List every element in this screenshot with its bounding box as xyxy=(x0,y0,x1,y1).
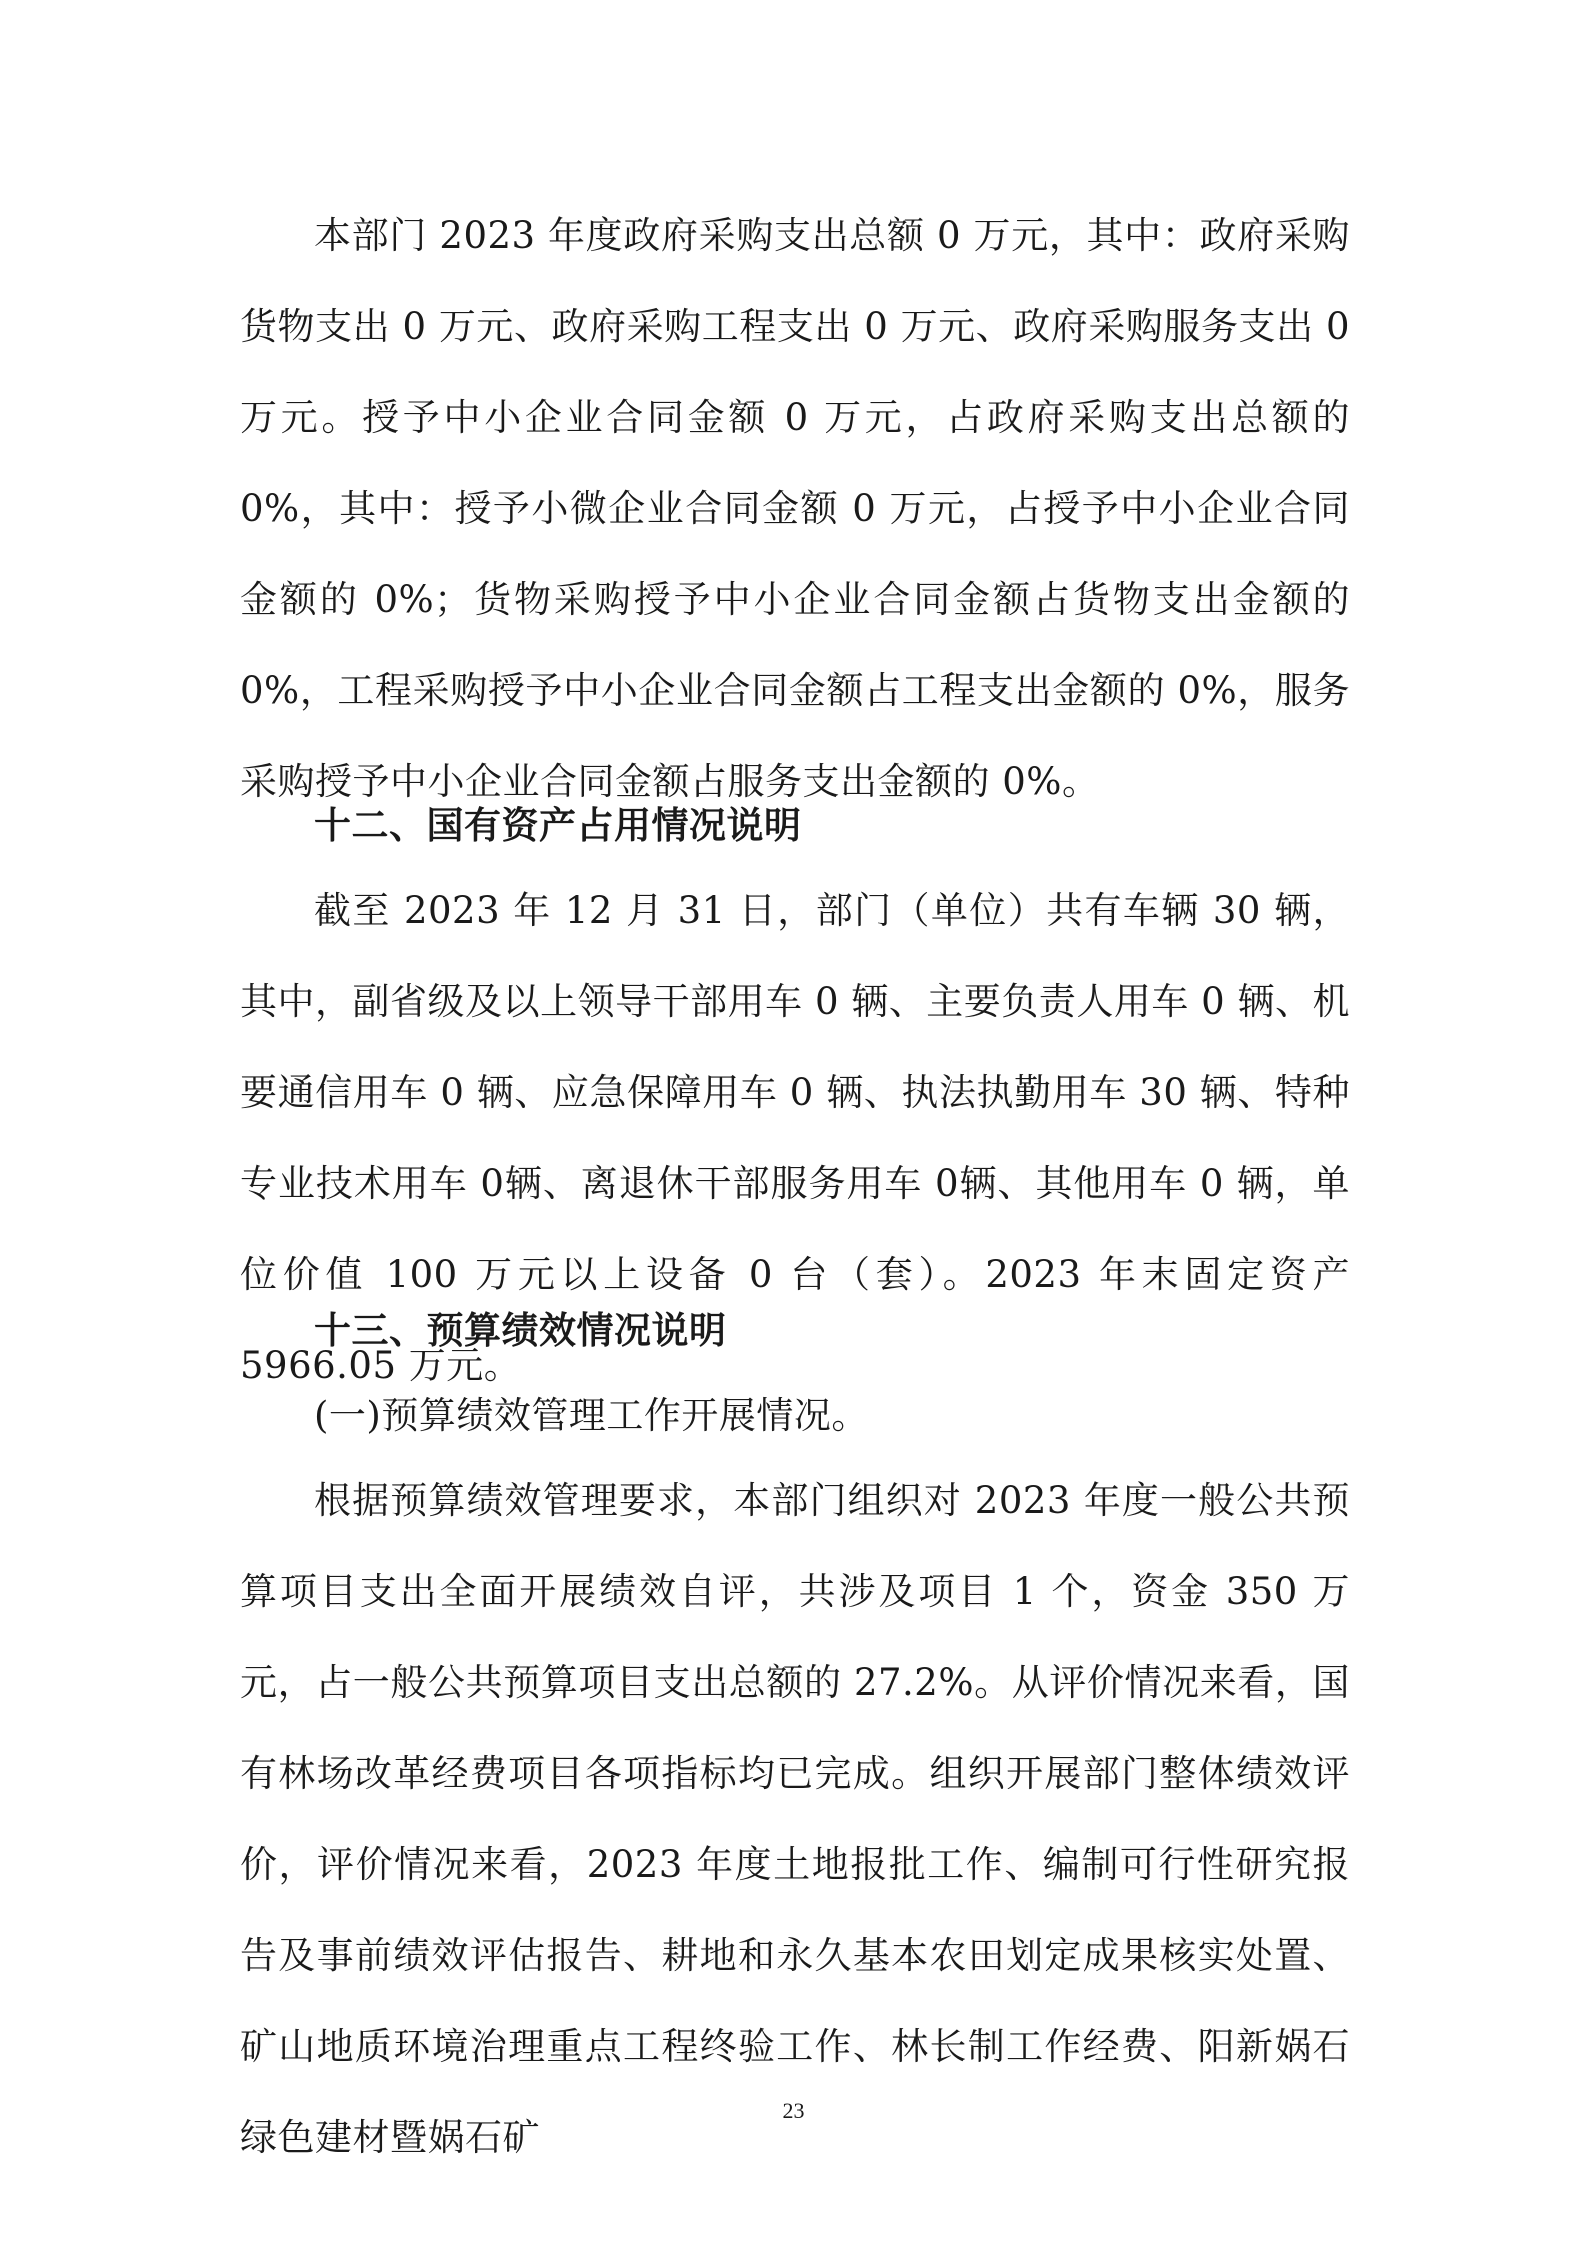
performance-paragraph: 根据预算绩效管理要求，本部门组织对 2023 年度一般公共预算项目支出全面开展绩效自评，共涉及项目 1 个，资金 350 万元，占一般公共预算项目支出总额的 27.2%。从评价情况来看，国有林场改革经费项目各项指标均已完成。组织开展部门整体绩效评价，评价情况来看，2023 年度土地报批工作、编制可行性研究报告及事前绩效评估报告、耕地和永久基本农田划定成果核实处置、矿山地质环境治理重点工程终验工作、林长制工作经费、阳新娲石绿色建材暨娲石矿 xyxy=(240,1479,1350,2159)
procurement-paragraph: 本部门 2023 年度政府采购支出总额 0 万元，其中：政府采购货物支出 0 万元、政府采购工程支出 0 万元、政府采购服务支出 0 万元。授予中小企业合同金额 0 万元，占政府采购支出总额的 0%，其中：授予小微企业合同金额 0 万元，占授予中小企业合同金额的 0%；货物采购授予中小企业合同金额占货物支出金额的 0%，工程采购授予中小企业合同金额占工程支出金额的 0%，服务采购授予中小企业合同金额占服务支出金额的 0%。 xyxy=(240,214,1350,803)
section-heading-12: 十二、国有资产占用情况说明 xyxy=(314,803,802,847)
page-number: 23 xyxy=(782,2098,805,2123)
assets-paragraph: 截至 2023 年 12 月 31 日，部门（单位）共有车辆 30 辆，其中，副省级及以上领导干部用车 0 辆、主要负责人用车 0 辆、机要通信用车 0 辆、应急保障用车 0 辆、执法执勤用车 30 辆、特种专业技术用车 0辆、离退休干部服务用车 0辆、其他用车 0 辆，单位价值 100 万元以上设备 0 台（套）。2023 年末固定资产 5966.05 万元。 xyxy=(240,889,1350,1387)
section-heading-13: 十三、预算绩效情况说明 xyxy=(314,1308,727,1352)
subsection-heading-13-1: (一)预算绩效管理工作开展情况。 xyxy=(314,1394,869,1437)
